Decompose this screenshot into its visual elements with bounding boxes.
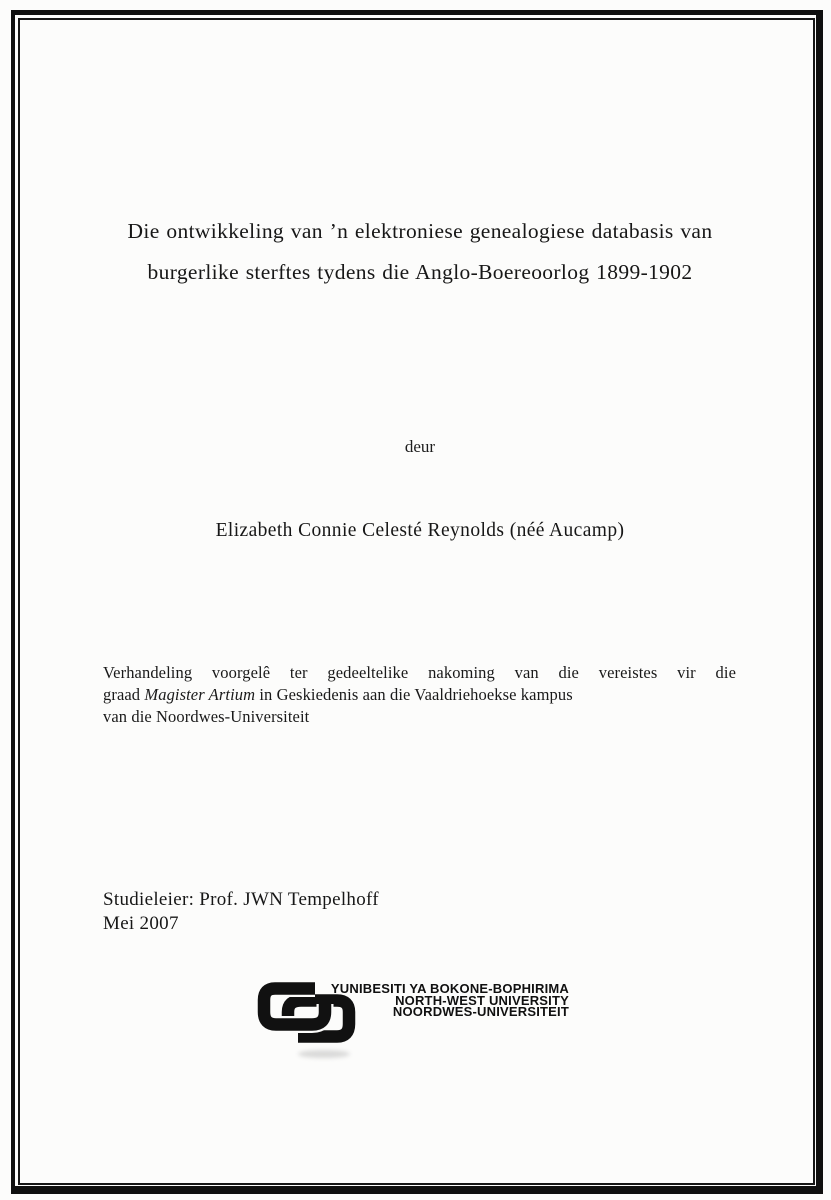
date-line: Mei 2007	[103, 912, 179, 934]
byline-label: deur	[404, 437, 436, 456]
thesis-title-line1: Die ontwikkeling van ’n elektroniese genealogiese databasis van	[127, 219, 713, 243]
supervisor-block	[103, 888, 379, 935]
degree-statement	[103, 662, 736, 728]
degree-statement-line2	[103, 684, 736, 706]
nwu-logo-wordmark	[318, 983, 569, 1018]
supervisor-line: Studieleier: Prof. JWN Tempelhoff	[103, 889, 379, 910]
degree-statement-line1: Verhandeling voorgelê ter gedeeltelike nakoming van die vereistes vir die	[103, 663, 736, 682]
scan-smudge	[298, 1050, 350, 1058]
thesis-title-line2: burgerlike sterftes tydens die Anglo-Boereoorlog 1899-1902	[147, 260, 693, 284]
thesis-title	[100, 211, 740, 293]
nwu-logo-line2: NORTH-WEST UNIVERSITY	[395, 992, 569, 1008]
nwu-logo-line3: NOORDWES-UNIVERSITEIT	[392, 1004, 569, 1020]
degree-statement-line2-pre: graad	[103, 685, 145, 704]
degree-name-italic: Magister Artium	[144, 685, 256, 704]
author-name: Elizabeth Connie Celesté Reynolds (néé Aucamp)	[215, 520, 625, 541]
nwu-logo-line1: YUNIBESITI YA BOKONE-BOPHIRIMA	[330, 981, 569, 996]
nwu-logo	[257, 979, 577, 1049]
degree-statement-line2-post: in Geskiedenis aan die Vaaldriehoekse kampus	[255, 685, 573, 704]
degree-statement-line3: van die Noordwes-Universiteit	[103, 707, 310, 726]
